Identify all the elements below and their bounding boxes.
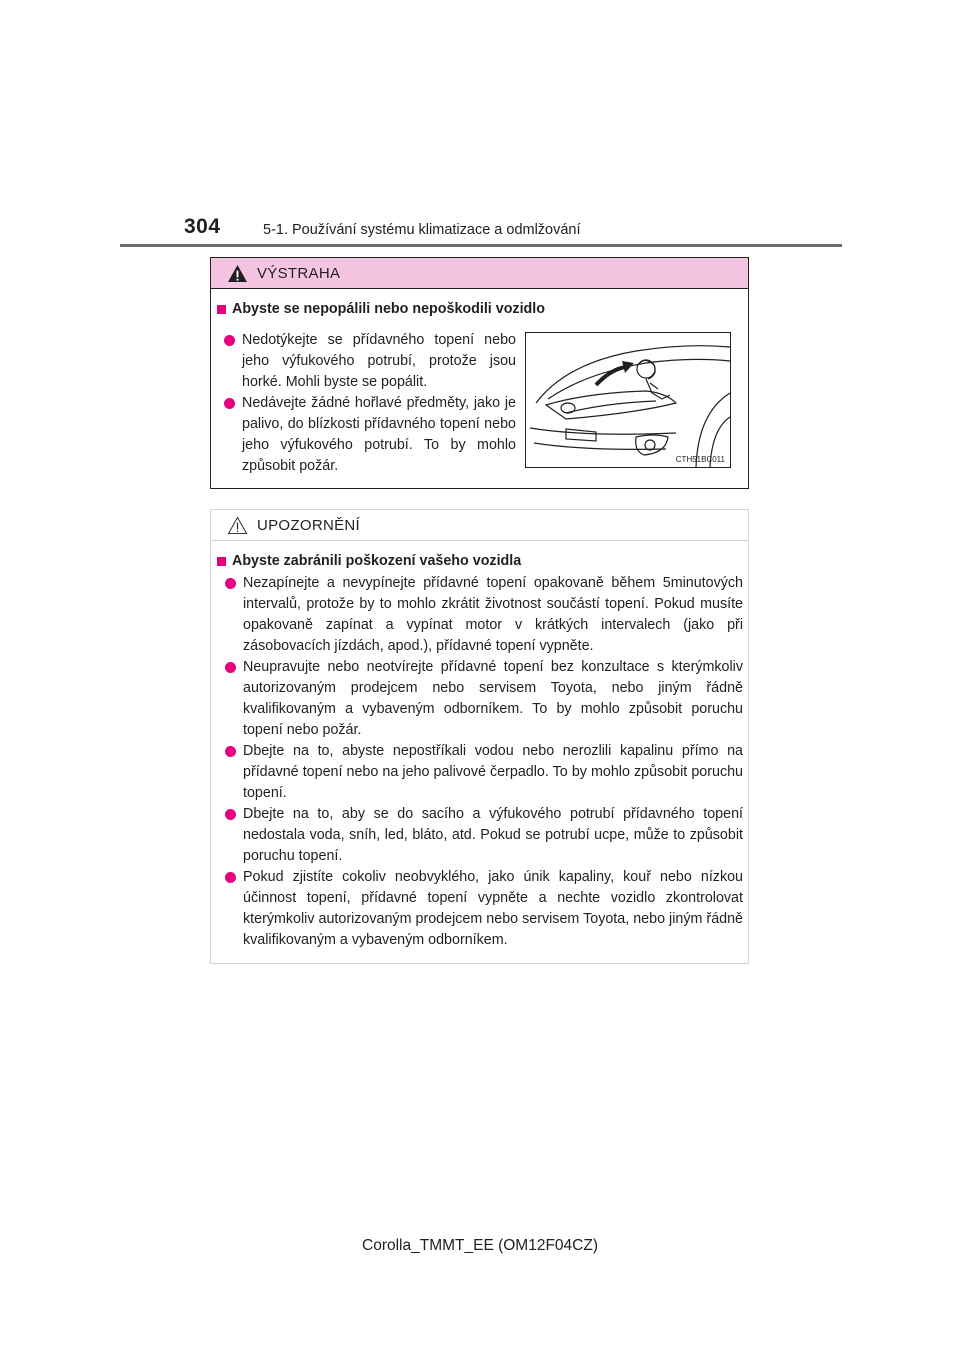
caution-header xyxy=(211,510,748,541)
warning-triangle-icon xyxy=(227,264,248,283)
warning-bullet xyxy=(242,330,516,393)
caution-subhead-text: Abyste zabránili poškození vašeho vozidla xyxy=(232,553,522,569)
page-number: 304 xyxy=(184,215,221,238)
caution-bullet xyxy=(243,573,743,657)
figure-code: CTH51BC011 xyxy=(675,455,725,464)
caution-bullet-text: Dbejte na to, aby se do sacího a výfukového potrubí přídavného topení nedostala voda, sníh, led, bláto, atd. Pokud se potrubí ucpe, může to způsobit poruchu topení. xyxy=(243,806,743,864)
caution-title: UPOZORNĚNÍ xyxy=(257,516,361,534)
caution-bullet-text: Pokud zjistíte cokoliv neobvyklého, jako únik kapaliny, kouř nebo nízkou účinnost topení, přídavné topení vypněte a nechte vozidlo zkontrolovat kterýmkoliv autorizovaným prodejcem nebo servisem Toyota, nebo jiným řádně kvalifikovaným a vybaveným odborníkem. xyxy=(243,869,743,948)
square-bullet-icon xyxy=(217,557,226,566)
round-bullet-icon xyxy=(225,662,236,673)
caution-subhead xyxy=(217,553,521,569)
footer-doc-id: Corolla_TMMT_EE (OM12F04CZ) xyxy=(362,1237,598,1254)
square-bullet-icon xyxy=(217,305,226,314)
caution-bullet xyxy=(243,804,743,867)
warning-header xyxy=(211,258,748,289)
warning-bullet-text: Nedávejte žádné hořlavé předměty, jako je palivo, do blízkosti přídavného topení nebo jeho výfukového potrubí. To by mohlo způsobit požár. xyxy=(242,395,516,474)
warning-bullet-text: Nedotýkejte se přídavného topení nebo jeho výfukového potrubí, protože jsou horké. Mohli byste se popálit. xyxy=(242,332,516,390)
caution-bullet xyxy=(243,867,743,951)
warning-subhead-text: Abyste se nepopálili nebo nepoškodili vozidlo xyxy=(232,301,545,317)
round-bullet-icon xyxy=(225,746,236,757)
caution-bullet xyxy=(243,657,743,741)
round-bullet-icon xyxy=(225,809,236,820)
header-rule xyxy=(120,244,842,247)
caution-bullet xyxy=(243,741,743,804)
warning-box xyxy=(210,257,749,489)
car-front-illustration xyxy=(526,333,730,467)
heater-illustration xyxy=(525,332,731,468)
round-bullet-icon xyxy=(224,398,235,409)
caution-bullet-text: Nezapínejte a nevypínejte přídavné topení opakovaně během 5minutových intervalů, protože by to mohlo zkrátit životnost součástí topení. Pokud musíte opakovaně zapínat a vypínat motor v krátkých intervalech (jako při zásobovacích jízdách, apod.), přídavné topení vypněte. xyxy=(243,575,743,654)
warning-bullet xyxy=(242,393,516,477)
section-title: 5-1. Používání systému klimatizace a odmlžování xyxy=(263,222,581,238)
round-bullet-icon xyxy=(225,578,236,589)
round-bullet-icon xyxy=(224,335,235,346)
round-bullet-icon xyxy=(225,872,236,883)
caution-box xyxy=(210,509,749,964)
warning-title: VÝSTRAHA xyxy=(257,264,341,282)
warning-subhead xyxy=(217,301,545,317)
caution-bullet-text: Dbejte na to, abyste nepostříkali vodou nebo nerozlili kapalinu přímo na přídavné topení nebo na jeho palivové čerpadlo. To by mohlo způsobit poruchu topení. xyxy=(243,743,743,801)
caution-triangle-icon xyxy=(227,516,248,535)
caution-bullet-text: Neupravujte nebo neotvírejte přídavné topení bez konzultace s kterýmkoliv autorizovaným prodejcem nebo servisem Toyota, nebo jiným řádně kvalifikovaným a vybaveným odborníkem. To by mohlo způsobit poruchu topení nebo požár. xyxy=(243,659,743,738)
